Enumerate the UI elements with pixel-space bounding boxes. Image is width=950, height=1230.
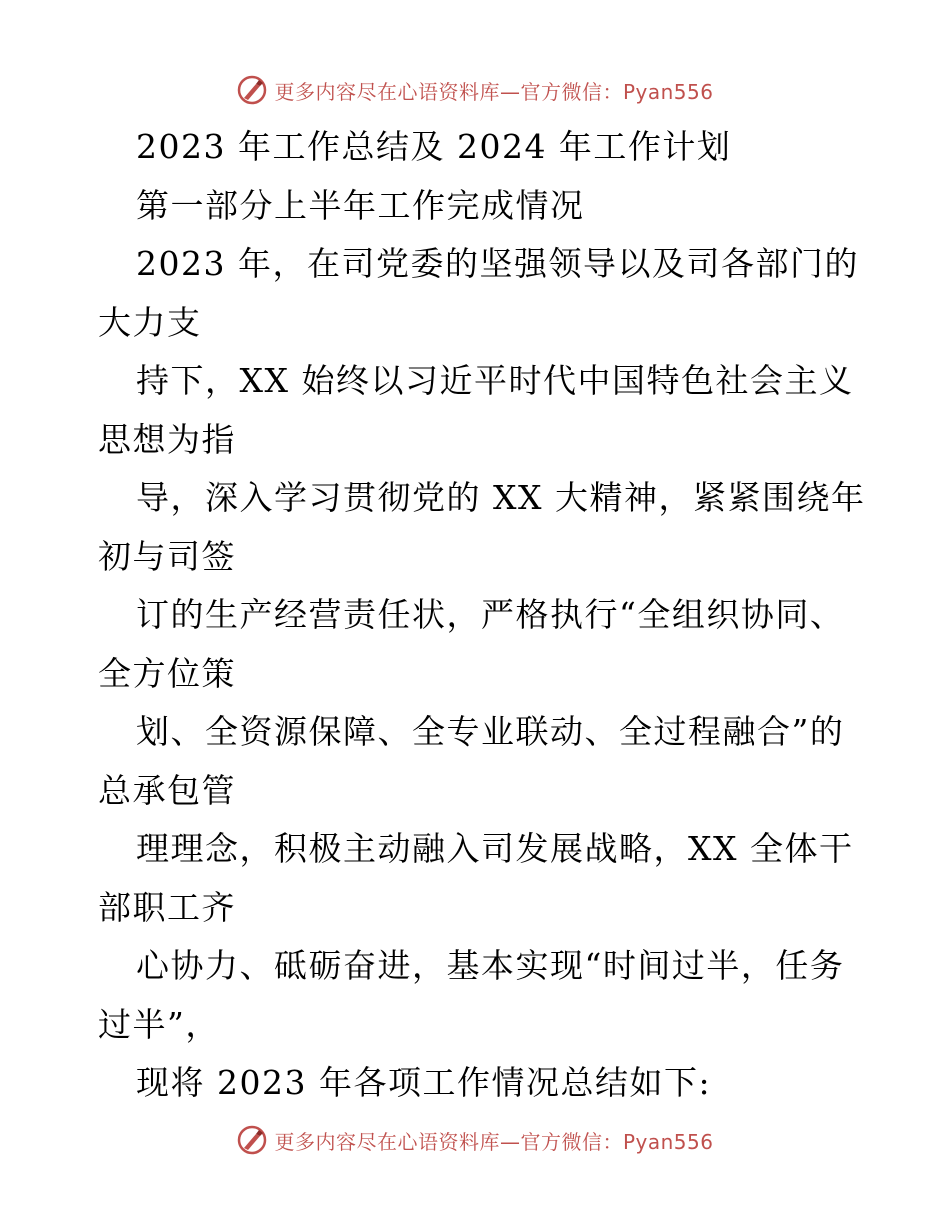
watermark-text: 更多内容尽在心语资料库—官方微信：Pyan556 [274, 1129, 714, 1154]
paragraph-line: 过半”， [98, 1004, 220, 1044]
paragraph-line: 初与司签 [98, 536, 236, 576]
document-body [98, 118, 866, 1113]
pen-seal-logo-icon [236, 1124, 268, 1156]
paragraph-line: 大力支 [98, 302, 202, 342]
paragraph-line: 心协力、砥砺奋进，基本实现“时间过半，任务 [136, 946, 845, 985]
paragraph-line: 划、全资源保障、全专业联动、全过程融合”的 [136, 712, 845, 751]
watermark-footer [0, 1120, 950, 1160]
paragraph-line: 部职工齐 [98, 887, 236, 927]
paragraph-line: 2023 年，在司党委的坚强领导以及司各部门的 [136, 244, 859, 283]
paragraph-line: 全方位策 [98, 653, 236, 693]
paragraph-line: 总承包管 [98, 770, 236, 810]
section-heading: 第一部分上半年工作完成情况 [136, 185, 585, 225]
paragraph-line: 持下，XX 始终以习近平时代中国特色社会主义 [136, 361, 854, 400]
paragraph-line: 导，深入学习贯彻党的 XX 大精神，紧紧围绕年 [136, 478, 866, 517]
document-title: 2023 年工作总结及 2024 年工作计划 [136, 127, 732, 166]
paragraph-line: 现将 2023 年各项工作情况总结如下: [136, 1063, 712, 1102]
watermark-text: 更多内容尽在心语资料库—官方微信：Pyan556 [274, 79, 714, 104]
watermark-header [0, 70, 950, 110]
paragraph-line: 订的生产经营责任状，严格执行“全组织协同、 [136, 595, 845, 634]
paragraph-line: 思想为指 [98, 419, 236, 459]
pen-seal-logo-icon [236, 74, 268, 106]
paragraph-line: 理理念，积极主动融入司发展战略，XX 全体干 [136, 829, 854, 868]
